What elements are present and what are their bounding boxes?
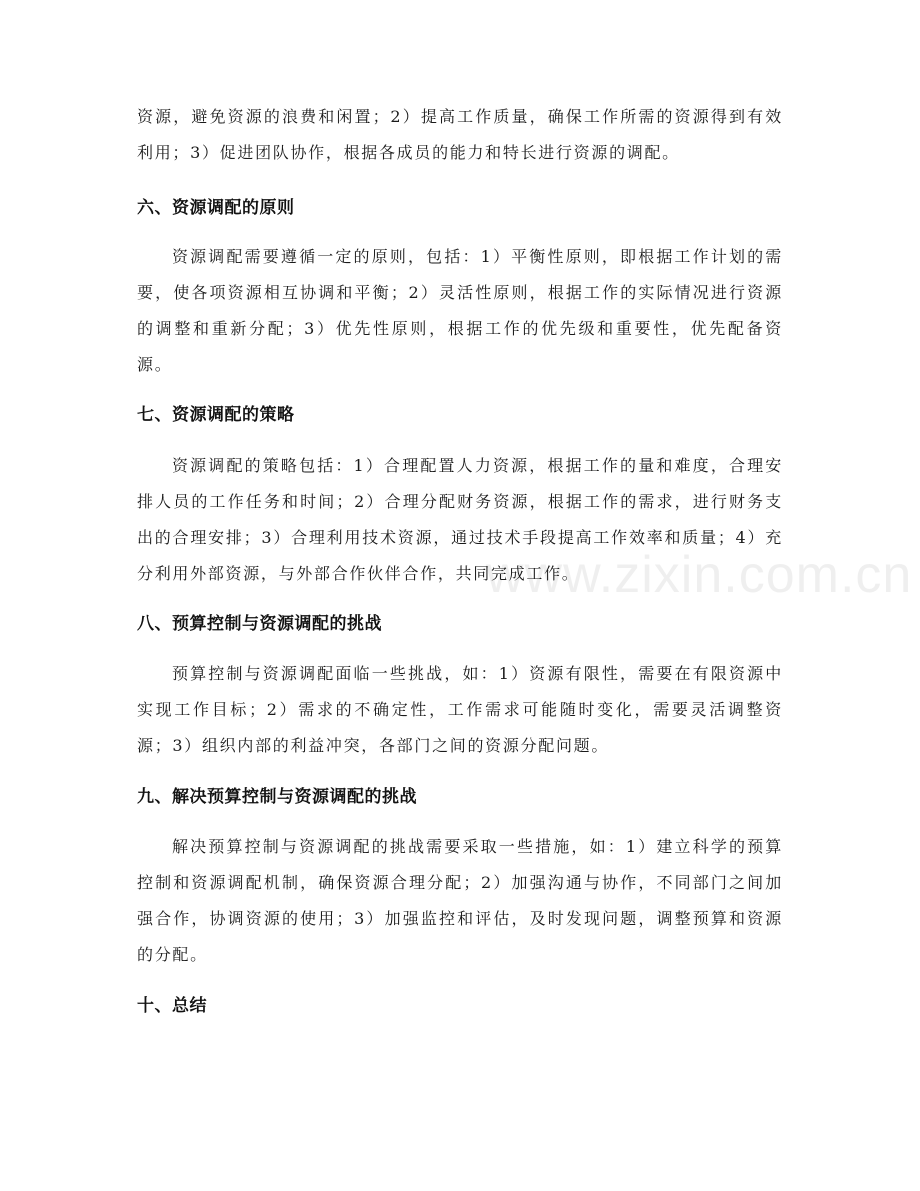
section-body-7: 资源调配的策略包括：1）合理配置人力资源，根据工作的量和难度，合理安排人员的工作任务和时间；2）合理分配财务资源，根据工作的需求，进行财务支出的合理安排；3）合理利用技术资源，通过技术手段提高工作效率和质量；4）充分利用外部资源，与外部合作伙伴合作，共同完成工作。 bbox=[137, 456, 783, 583]
section-heading-7: 七、资源调配的策略 bbox=[137, 405, 295, 425]
section-heading-9: 九、解决预算控制与资源调配的挑战 bbox=[137, 787, 417, 807]
section-heading-6: 六、资源调配的原则 bbox=[137, 198, 295, 218]
intro-paragraph: 资源，避免资源的浪费和闲置；2）提高工作质量，确保工作所需的资源得到有效利用；3）促进团队协作，根据各成员的能力和特长进行资源的调配。 bbox=[137, 107, 783, 162]
section-body-9: 解决预算控制与资源调配的挑战需要采取一些措施，如：1）建立科学的预算控制和资源调配机制，确保资源合理分配；2）加强沟通与协作，不同部门之间加强合作，协调资源的使用；3）加强监控和评估，及时发现问题，调整预算和资源的分配。 bbox=[137, 837, 783, 964]
section-body-8: 预算控制与资源调配面临一些挑战，如：1）资源有限性，需要在有限资源中实现工作目标；2）需求的不确定性，工作需求可能随时变化，需要灵活调整资源；3）组织内部的利益冲突，各部门之间的资源分配问题。 bbox=[137, 664, 783, 755]
section-body-6: 资源调配需要遵循一定的原则，包括：1）平衡性原则，即根据工作计划的需要，使各项资源相互协调和平衡；2）灵活性原则，根据工作的实际情况进行资源的调整和重新分配；3）优先性原则，根据工作的优先级和重要性，优先配备资源。 bbox=[137, 247, 783, 374]
section-heading-10: 十、总结 bbox=[137, 996, 207, 1016]
watermark: www.zixin.com.cn bbox=[486, 546, 913, 604]
section-heading-8: 八、预算控制与资源调配的挑战 bbox=[137, 614, 382, 634]
